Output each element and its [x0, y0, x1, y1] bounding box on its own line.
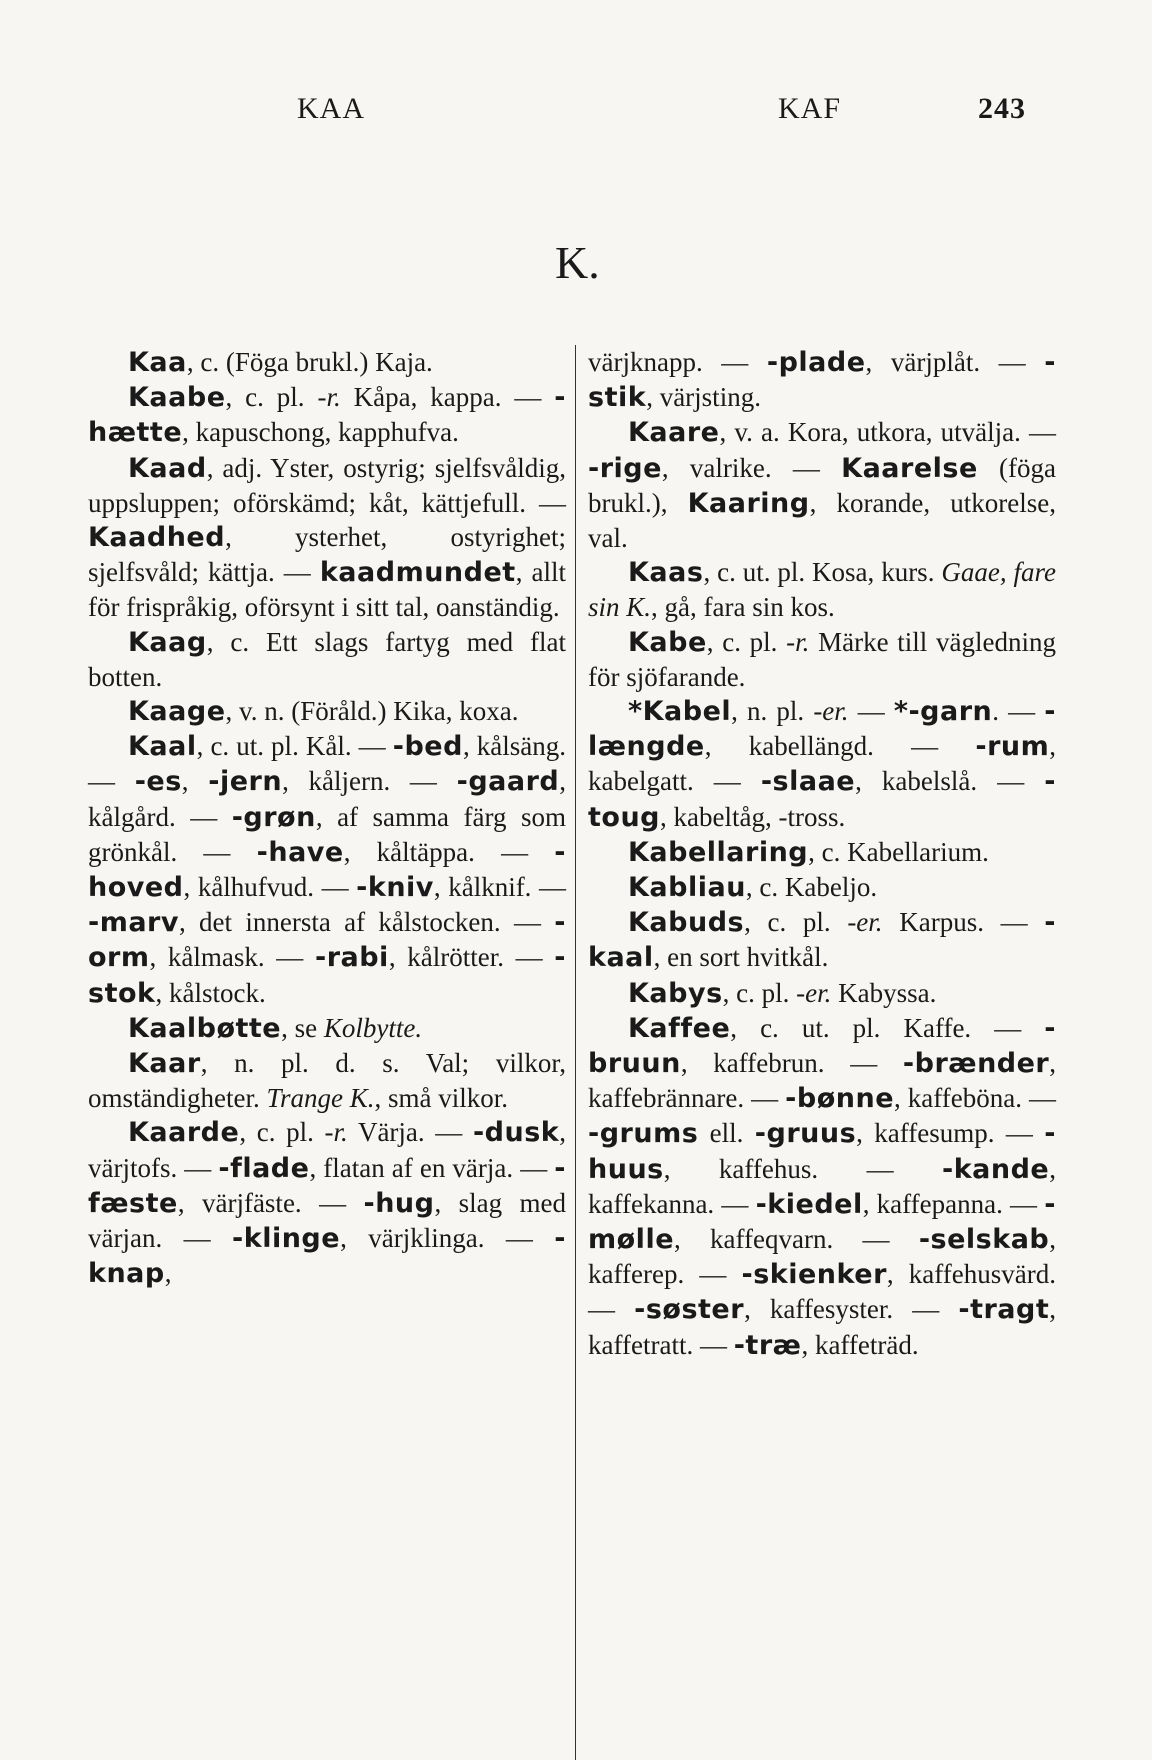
headword: -hætte	[88, 382, 566, 449]
headword: -stok	[88, 942, 566, 1009]
definition-text: Värja. —	[347, 1117, 473, 1148]
headword: kaadmundet	[319, 557, 516, 589]
definition-text: , se	[281, 1012, 324, 1043]
headword: -selskab	[918, 1224, 1050, 1256]
definition-text: Märke till vägledning för sjöfarande.	[588, 626, 1056, 692]
headword: -klinge	[232, 1223, 341, 1255]
definition-text: , kaffekanna. —	[588, 1153, 1056, 1219]
headword: -skienker	[741, 1259, 887, 1291]
headword: -dusk	[472, 1117, 560, 1149]
headword: -toug	[588, 766, 1056, 833]
definition-text: , kålmask. —	[149, 942, 315, 973]
definition-text: , kaffeböna. —	[894, 1083, 1056, 1114]
dictionary-entry	[588, 1011, 1056, 1363]
definition-text: , c. Ett slags fartyg med flat botten.	[88, 626, 566, 692]
definition-text: , n. pl. d. s. Val; vilkor, omständigheter.	[88, 1048, 566, 1114]
definition-text: ell.	[698, 1118, 755, 1149]
headword: -træ	[733, 1329, 802, 1361]
italic-text: -er.	[813, 696, 849, 727]
headword: -marv	[88, 907, 179, 939]
headword: Kabuds	[628, 907, 745, 939]
definition-text: , gå, fara sin kos.	[651, 592, 835, 623]
italic-text: Trange K.	[266, 1083, 375, 1114]
definition-text: , kaffesump. —	[856, 1118, 1045, 1149]
headword: *Kabel	[628, 696, 732, 728]
entry-continuation	[588, 345, 1056, 415]
headword: -fæste	[88, 1152, 566, 1219]
headword: Kabliau	[628, 872, 746, 904]
headword: -knap	[88, 1223, 566, 1290]
headword: Kaadhed	[88, 522, 226, 554]
headword: -længde	[588, 696, 1057, 763]
headword: Kaabe	[128, 382, 226, 414]
italic-text: -er.	[847, 907, 883, 938]
definition-text: , c. Kabellarium.	[808, 836, 989, 867]
definition-text: , en sort hvitkål.	[653, 942, 829, 973]
definition-text: , kaffebrännare. —	[588, 1048, 1056, 1114]
dictionary-entry	[88, 345, 566, 380]
headword: -kiedel	[755, 1188, 863, 1220]
definition-text: , det innersta af kålstocken. —	[178, 907, 555, 938]
definition-text: , kålknif. —	[433, 872, 566, 903]
definition-text: , kafferep. —	[588, 1224, 1056, 1290]
definition-text: , kapuschong, kapphufva.	[182, 417, 459, 448]
dictionary-entry	[88, 694, 566, 729]
definition-text: , värjfäste. —	[177, 1187, 364, 1218]
definition-text: , kabellängd. —	[704, 731, 976, 762]
headword: Kaal	[128, 731, 197, 763]
definition-text: , kaffesyster. —	[744, 1294, 959, 1325]
headword: Kaar	[128, 1048, 201, 1080]
italic-text: Kolbytte.	[323, 1012, 423, 1043]
dictionary-entry	[88, 1115, 566, 1291]
dictionary-entry	[88, 625, 566, 694]
definition-text: , kaffehus. —	[663, 1153, 942, 1184]
headword: -søster	[634, 1294, 745, 1326]
headword: -mølle	[588, 1188, 1056, 1256]
headword: Kabellaring	[628, 836, 809, 868]
definition-text: , slag med värjan. —	[88, 1187, 566, 1254]
italic-text: -r.	[324, 1117, 348, 1148]
definition-text: , v. a. Kora, utkora, utvälja. —	[719, 417, 1056, 448]
headword: Kaa	[128, 347, 187, 378]
definition-text: , c. (Föga brukl.) Kaja.	[186, 347, 433, 377]
page-number: 243	[978, 92, 1026, 125]
headword: -rum	[975, 731, 1050, 763]
definition-text: , flatan af en värja. —	[309, 1152, 555, 1183]
definition-text: , c. pl.	[225, 382, 318, 413]
dictionary-entry	[588, 905, 1056, 975]
definition-text: , kålhufvud. —	[183, 872, 357, 903]
headword: Kaage	[128, 696, 226, 728]
headword: -kaal	[588, 907, 1056, 974]
headword: Kabys	[628, 977, 723, 1009]
definition-text: , kaffeqvarn. —	[674, 1224, 919, 1255]
headword: -kande	[942, 1153, 1050, 1185]
running-head-left: KAA	[297, 92, 365, 125]
definition-text: , c. pl.	[239, 1117, 325, 1148]
definition-text: , c. ut. pl. Kål. —	[196, 731, 393, 762]
headword: -slaae	[760, 766, 856, 798]
definition-text: , kålgård. —	[88, 766, 566, 832]
definition-text: Kabyssa.	[831, 977, 937, 1008]
definition-text: , kålsäng. —	[88, 731, 566, 797]
headword: -bruun	[588, 1012, 1056, 1080]
definition-text: , v. n. (Föråld.) Kika, koxa.	[225, 696, 519, 727]
definition-text: , kaffehusvärd. —	[588, 1259, 1056, 1325]
headword: Kaas	[628, 557, 704, 589]
headword: -stik	[588, 347, 1056, 414]
definition-text: , kaffetratt. —	[588, 1294, 1057, 1360]
headword: Kaaring	[687, 487, 810, 519]
headword: Kaad	[128, 452, 207, 484]
definition-text: , n. pl.	[731, 696, 814, 727]
dictionary-entry	[588, 625, 1056, 694]
definition-text: värjknapp. —	[588, 347, 767, 377]
headword: -jern	[208, 766, 283, 798]
headword: -grums	[588, 1118, 699, 1150]
headword: Kaag	[128, 626, 207, 658]
definition-text: , c. ut. pl. Kosa, kurs.	[703, 557, 942, 588]
definition-text: , kaffeträd.	[801, 1329, 919, 1360]
definition-text: , af samma färg som grönkål. —	[88, 801, 566, 867]
definition-text: , c. Kabeljo.	[745, 872, 878, 903]
running-head-right: KAF	[778, 92, 842, 125]
dictionary-entry	[88, 380, 566, 450]
definition-text: Karpus. —	[882, 907, 1045, 938]
headword: *-garn	[893, 696, 993, 728]
definition-text: , c. ut. pl. Kaffe. —	[730, 1012, 1045, 1043]
headword: -kniv	[356, 872, 434, 904]
dictionary-entry	[588, 415, 1056, 555]
headword: -orm	[88, 907, 566, 974]
definition-text: , värjplåt. —	[865, 347, 1045, 377]
definition-text: , kålstock.	[155, 977, 266, 1008]
definition-text: . —	[992, 696, 1045, 727]
italic-text: -r.	[786, 626, 810, 657]
italic-text: Gaae, fare sin K.	[588, 557, 1056, 623]
definition-text: , värjklinga. —	[340, 1223, 555, 1254]
definition-text: , c. pl.	[722, 977, 797, 1008]
definition-text: , kabelslå. —	[855, 766, 1045, 797]
dictionary-entry	[588, 870, 1056, 905]
dictionary-entry	[88, 1046, 566, 1115]
definition-text: , kåljern. —	[282, 766, 457, 797]
definition-text: , korande, utkorelse, val.	[588, 487, 1057, 554]
definition-text: (föga brukl.),	[588, 452, 1056, 518]
definition-text: , kaffepanna. —	[862, 1188, 1045, 1219]
dictionary-entry	[88, 1011, 566, 1046]
headword: -grøn	[231, 801, 316, 833]
definition-text: , c. pl.	[744, 907, 848, 938]
headword: -rige	[588, 452, 662, 484]
section-letter-heading: K.	[555, 237, 600, 288]
headword: -have	[256, 836, 344, 868]
headword: Kaare	[628, 417, 720, 449]
headword: Kaffee	[628, 1012, 731, 1044]
headword: -brænder	[902, 1048, 1050, 1080]
headword: -gruus	[754, 1118, 857, 1150]
right-column	[588, 345, 1056, 1363]
definition-text: , allt för frispråkig, oförsynt i sitt tal, oanständig.	[88, 557, 566, 623]
column-divider	[575, 345, 576, 1760]
definition-text: , adj. Yster, ostyrig; sjelfsvåldig, uppsluppen; oförskämd; kåt, kättjefull. —	[88, 452, 566, 518]
definition-text: , små vilkor.	[374, 1083, 508, 1114]
definition-text: , kaffebrun. —	[680, 1048, 903, 1079]
definition-text: , valrike. —	[661, 452, 842, 483]
definition-text: ,	[181, 766, 209, 797]
headword: -huus	[588, 1118, 1056, 1185]
headword: -bønne	[785, 1083, 895, 1115]
definition-text: ,	[164, 1258, 172, 1289]
headword: -tragt	[958, 1294, 1050, 1326]
dictionary-entry	[588, 835, 1056, 870]
dictionary-entry	[588, 694, 1056, 835]
dictionary-entry	[88, 729, 566, 1011]
headword: Kaarelse	[841, 452, 978, 484]
dictionary-entry	[88, 451, 566, 625]
headword: -plade	[766, 347, 866, 378]
headword: Kaalbøtte	[128, 1012, 282, 1044]
definition-text: —	[848, 696, 894, 727]
dictionary-entry	[588, 976, 1056, 1011]
dictionary-entry	[588, 555, 1056, 624]
headword: -rabi	[314, 942, 389, 974]
headword: -hoved	[88, 836, 566, 904]
definition-text: , värjtofs. —	[88, 1117, 566, 1183]
left-column	[88, 345, 566, 1291]
definition-text: , kåltäppa. —	[343, 836, 555, 867]
italic-text: -er.	[796, 977, 832, 1008]
headword: -bed	[392, 731, 463, 763]
definition-text: Kåpa, kappa. —	[340, 382, 555, 413]
headword: -hug	[363, 1187, 435, 1219]
headword: Kabe	[628, 626, 707, 658]
headword: -gaard	[456, 766, 560, 798]
definition-text: , kabeltåg, -tross.	[660, 801, 846, 832]
definition-text: , c. pl.	[706, 626, 787, 657]
definition-text: , värjsting.	[646, 382, 761, 413]
headword: Kaarde	[128, 1117, 240, 1149]
italic-text: -r.	[317, 382, 341, 413]
definition-text: , ysterhet, ostyrighet; sjelfsvåld; kättja. —	[88, 522, 566, 588]
definition-text: , kålrötter. —	[388, 942, 555, 973]
headword: -flade	[218, 1152, 310, 1184]
headword: -es	[134, 766, 182, 798]
definition-text: , kabelgatt. —	[588, 731, 1056, 797]
